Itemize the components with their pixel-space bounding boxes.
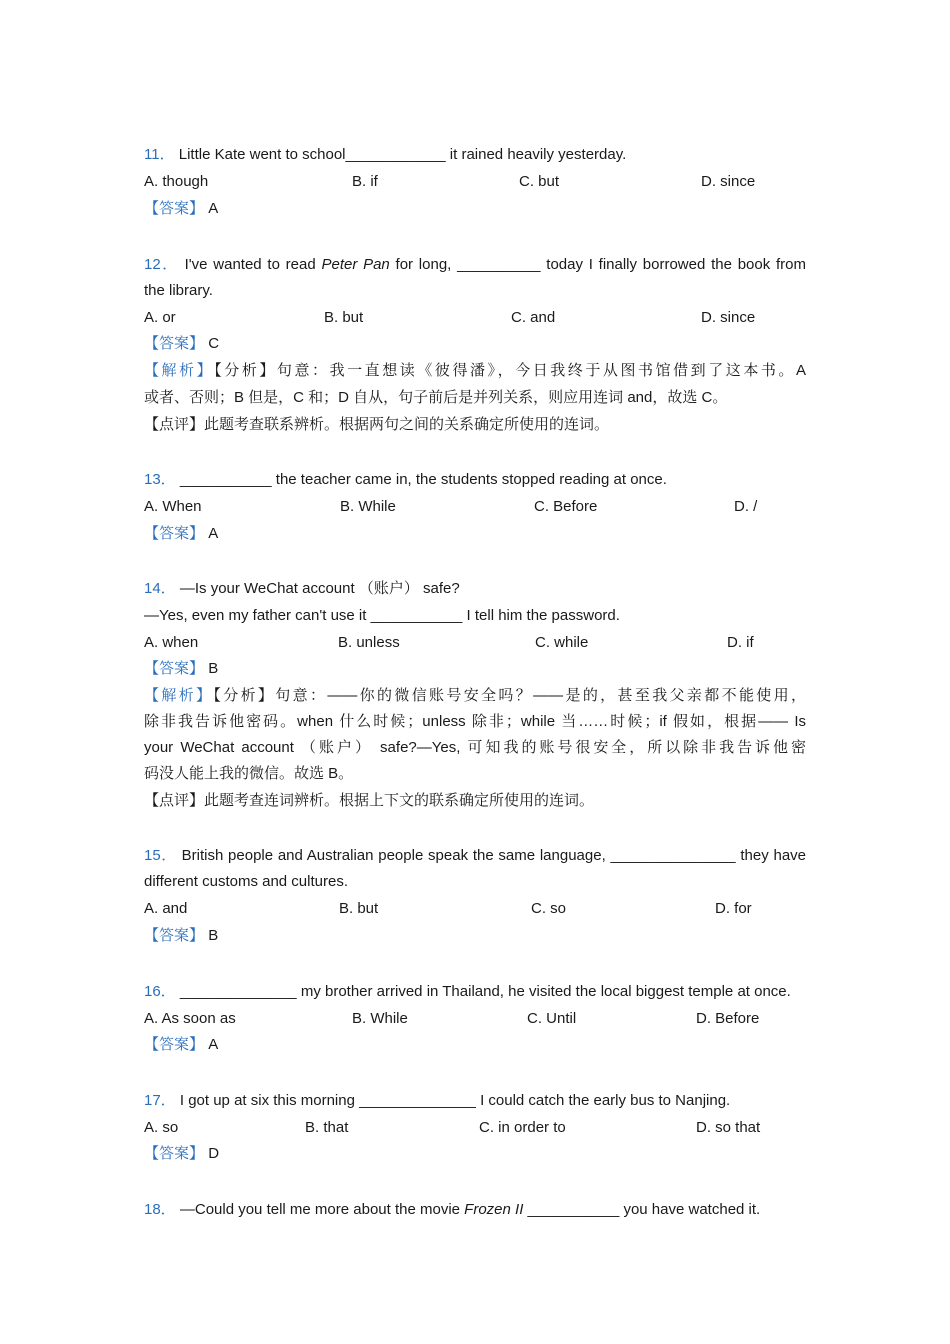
option-a: A. or bbox=[144, 309, 176, 326]
analysis-text: 【分析】句意：我一直想读《彼得潘》，今日我终于从图书馆借到了这本书。A bbox=[214, 362, 806, 379]
option-a: A. and bbox=[144, 900, 188, 917]
answer-label: 【答案】 bbox=[144, 1145, 205, 1162]
option-b: B. While bbox=[340, 498, 396, 515]
question-12-stem bbox=[144, 254, 806, 276]
option-c: C. and bbox=[511, 309, 556, 326]
analysis-line-4: 码没人能上我的微信。故选 B。 bbox=[144, 765, 354, 782]
analysis-line-3: your WeChat account （账户） safe?—Yes, 可知我的账号很安全，所以除非我告诉他密 bbox=[144, 739, 806, 756]
movie-title: Frozen II bbox=[464, 1201, 524, 1218]
option-b: B. but bbox=[339, 900, 379, 917]
question-text-b: for long, __________ today I finally borrowed the book from bbox=[389, 256, 806, 273]
option-d: D. if bbox=[727, 634, 754, 651]
analysis-line-1 bbox=[144, 360, 806, 382]
option-c: C. Before bbox=[534, 498, 598, 515]
answer-line bbox=[144, 523, 806, 545]
option-b: B. but bbox=[324, 309, 364, 326]
answer-label: 【答案】 bbox=[144, 1036, 205, 1053]
question-number: 14． bbox=[144, 580, 176, 597]
question-13-stem bbox=[144, 469, 806, 491]
answer-label: 【答案】 bbox=[144, 660, 205, 677]
answer-value: A bbox=[208, 1036, 219, 1053]
option-d: D. since bbox=[701, 309, 756, 326]
question-15-stem bbox=[144, 845, 806, 867]
question-text: —Is your WeChat account （账户） safe? bbox=[179, 580, 460, 597]
analysis-label: 【解析】 bbox=[144, 362, 215, 379]
question-number: 18． bbox=[144, 1201, 176, 1218]
question-12-stem-line2: the library. bbox=[144, 282, 213, 299]
question-text: ______________ my brother arrived in Thailand, he visited the local biggest temple at once. bbox=[179, 983, 791, 1000]
analysis-line-2: 或者、否则；B 但是，C 和；D 自从，句子前后是并列关系，则应用连词 and，故选 C。 bbox=[144, 389, 728, 406]
answer-label: 【答案】 bbox=[144, 927, 205, 944]
analysis-label: 【解析】 bbox=[144, 687, 214, 704]
answer-label: 【答案】 bbox=[144, 335, 205, 352]
option-b: B. if bbox=[352, 173, 378, 190]
analysis-line-2: 除非我告诉他密码。when 什么时候；unless 除非；while 当……时候；if 假如，根据—— Is bbox=[144, 713, 806, 730]
answer-value: B bbox=[208, 660, 219, 677]
book-title: Peter Pan bbox=[321, 256, 390, 273]
option-a: A. As soon as bbox=[144, 1010, 236, 1027]
answer-value: A bbox=[208, 200, 219, 217]
question-number: 17． bbox=[144, 1092, 176, 1109]
question-11-stem bbox=[144, 144, 806, 166]
question-14-stem bbox=[144, 578, 806, 600]
option-a: A. so bbox=[144, 1119, 179, 1136]
option-d: D. / bbox=[734, 498, 758, 515]
answer-label: 【答案】 bbox=[144, 525, 205, 542]
question-15-stem-line2: different customs and cultures. bbox=[144, 873, 348, 890]
question-number: 16． bbox=[144, 983, 176, 1000]
option-c: C. so bbox=[531, 900, 567, 917]
answer-value: A bbox=[208, 525, 219, 542]
question-text: British people and Australian people speak the same language, _______________ they have bbox=[181, 847, 807, 864]
option-c: C. Until bbox=[527, 1010, 577, 1027]
answer-value: C bbox=[208, 335, 220, 352]
answer-line bbox=[144, 1143, 806, 1165]
option-d: D. Before bbox=[696, 1010, 760, 1027]
question-text: Little Kate went to school____________ it rained heavily yesterday. bbox=[178, 146, 627, 163]
option-b: B. that bbox=[305, 1119, 349, 1136]
question-14-stem-line2: —Yes, even my father can't use it ___________ I tell him the password. bbox=[144, 607, 620, 624]
question-number: 11． bbox=[144, 146, 175, 163]
comment-line: 【点评】此题考查联系辨析。根据两句之间的关系确定所使用的连词。 bbox=[144, 416, 610, 433]
question-text: ___________ the teacher came in, the students stopped reading at once. bbox=[179, 471, 667, 488]
analysis-line-1 bbox=[144, 685, 806, 707]
option-a: A. though bbox=[144, 173, 209, 190]
option-c: C. but bbox=[519, 173, 560, 190]
answer-line bbox=[144, 1034, 806, 1056]
question-16-stem bbox=[144, 981, 806, 1003]
question-text-a: I've wanted to read bbox=[184, 256, 322, 273]
answer-label: 【答案】 bbox=[144, 200, 205, 217]
option-a: A. When bbox=[144, 498, 202, 515]
option-a: A. when bbox=[144, 634, 199, 651]
option-b: B. unless bbox=[338, 634, 400, 651]
question-text-b: ___________ you have watched it. bbox=[523, 1201, 761, 1218]
option-d: D. since bbox=[701, 173, 756, 190]
question-text: I got up at six this morning ______________ I could catch the early bus to Nanjing. bbox=[179, 1092, 731, 1109]
option-c: C. while bbox=[535, 634, 589, 651]
option-c: C. in order to bbox=[479, 1119, 566, 1136]
analysis-text: 【分析】句意：——你的微信账号安全吗？——是的，甚至我父亲都不能使用， bbox=[213, 687, 806, 704]
option-b: B. While bbox=[352, 1010, 408, 1027]
answer-value: B bbox=[208, 927, 219, 944]
question-number: 15． bbox=[144, 847, 177, 864]
answer-line bbox=[144, 658, 806, 680]
option-d: D. for bbox=[715, 900, 752, 917]
answer-line bbox=[144, 198, 806, 220]
option-d: D. so that bbox=[696, 1119, 761, 1136]
answer-line bbox=[144, 333, 806, 355]
answer-line bbox=[144, 925, 806, 947]
question-number: 13． bbox=[144, 471, 176, 488]
question-text-a: —Could you tell me more about the movie bbox=[179, 1201, 465, 1218]
comment-line: 【点评】此题考查连词辨析。根据上下文的联系确定所使用的连词。 bbox=[144, 792, 595, 809]
question-18-stem bbox=[144, 1199, 806, 1221]
question-17-stem bbox=[144, 1090, 806, 1112]
answer-value: D bbox=[208, 1145, 220, 1162]
question-number: 12． bbox=[144, 256, 179, 273]
